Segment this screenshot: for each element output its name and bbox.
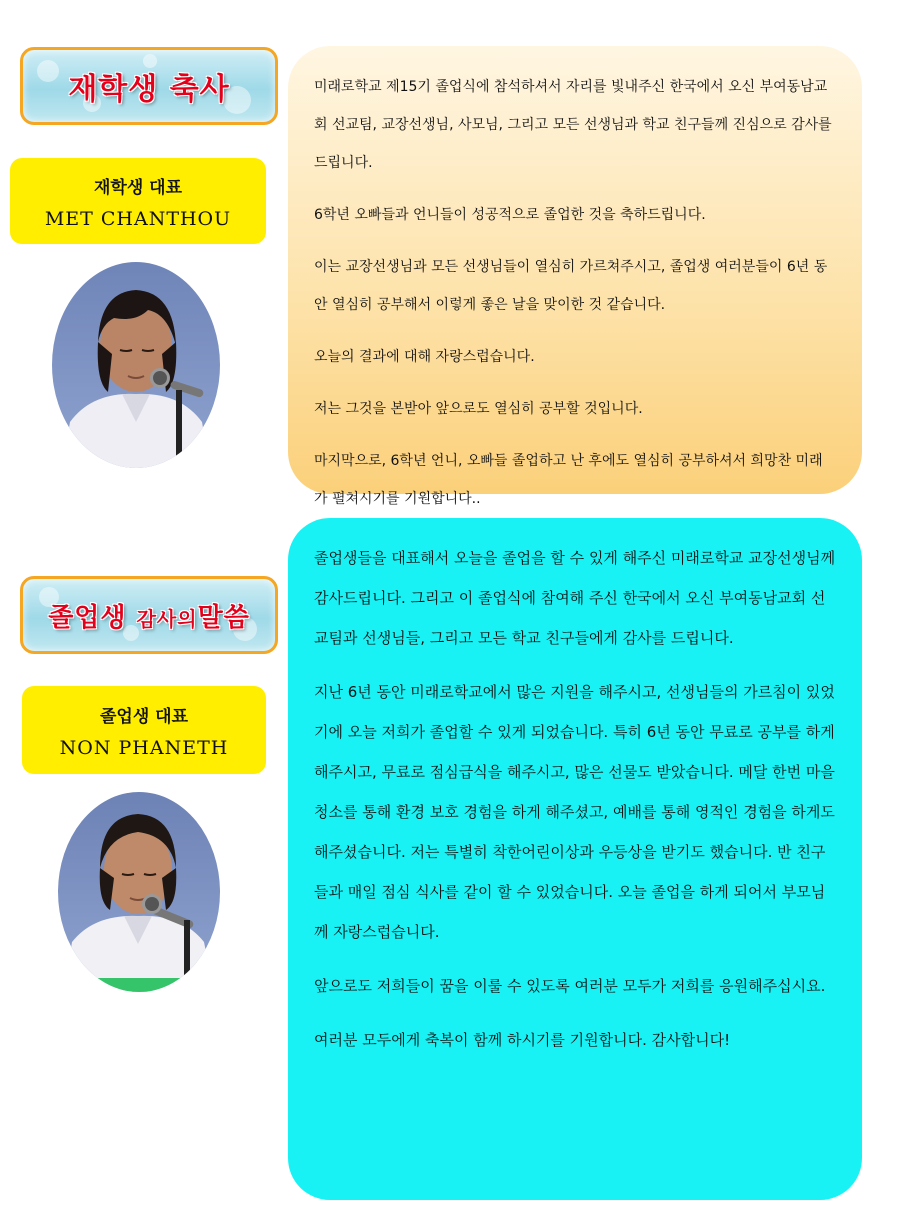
section1-title-banner [20, 47, 278, 125]
section1-representative-box [10, 158, 266, 244]
section2-representative-box [22, 686, 266, 774]
section1-paragraph: 이는 교장선생님과 모든 선생님들이 열심히 가르쳐주시고, 졸업생 여러분들이 6년 동안 열심히 공부해서 이렇게 좋은 날을 맞이한 것 같습니다. [314, 259, 828, 313]
section1-paragraph: 6학년 오빠들과 언니들이 성공적으로 졸업한 것을 축하드립니다. [314, 207, 706, 223]
section2-speech-panel [288, 518, 862, 1200]
section1-paragraph: 미래로학교 제15기 졸업식에 참석하셔서 자리를 빛내주신 한국에서 오신 부여동남교회 선교팀, 교장선생님, 사모님, 그리고 모든 선생님과 학교 친구들께 진심으로 감사를 드립니다. [314, 79, 832, 171]
section2-title [48, 597, 250, 634]
section1-rep-role: 재학생 대표 [93, 177, 183, 198]
student-portrait-image [58, 792, 220, 992]
section2-rep-name: NON PHANETH [59, 736, 229, 759]
section2-paragraph: 여러분 모두에게 축복이 함께 하시기를 기원합니다. 감사합니다! [314, 1031, 731, 1049]
section2-paragraph: 앞으로도 저희들이 꿈을 이룰 수 있도록 여러분 모두가 저희를 응원해주십시요. [314, 977, 826, 995]
section1-rep-name: MET CHANTHOU [44, 207, 232, 230]
section2-paragraph: 졸업생들을 대표해서 오늘을 졸업을 할 수 있게 해주신 미래로학교 교장선생님께 감사드립니다. 그리고 이 졸업식에 참여해 주신 한국에서 오신 부여동남교회 선교팀과 선생님들, 그리고 모든 학교 친구들에게 감사를 드립니다. [314, 549, 836, 647]
section2-title-main: 졸업생 [48, 602, 127, 633]
section1-student-photo [52, 262, 220, 468]
student-portrait-image [52, 262, 220, 468]
section2-paragraph: 지난 6년 동안 미래로학교에서 많은 지원을 해주시고, 선생님들의 가르침이 있었기에 오늘 저희가 졸업할 수 있게 되었습니다. 특히 6년 동안 무료로 공부를 하게 해주시고, 무료로 점심급식을 해주시고, 많은 선물도 받았습니다. 메달 한번 마을 청소를 통해 환경 보호 경험을 하게 해주셨고, 예배를 통해 영적인 경험을 하게도 해주셨습니다. 저는 특별히 착한어린이상과 우등상을 받기도 했습니다. 반 친구들과 매일 점심 식사를 같이 할 수 있었습니다. 오늘 졸업을 하게 되어서 부모님께 자랑스럽습니다. [314, 683, 835, 941]
section2-title-end: 말씀 [197, 602, 250, 633]
section2-title-small: 감사의 [136, 606, 198, 631]
section1-paragraph: 마지막으로, 6학년 언니, 오빠들 졸업하고 난 후에도 열심히 공부하셔서 희망찬 미래가 펼쳐시기를 기원합니다.. [314, 453, 823, 507]
section2-student-photo [58, 792, 220, 992]
section1-title: 재학생 축사 [68, 72, 230, 107]
section1-paragraph: 저는 그것을 본받아 앞으로도 열심히 공부할 것입니다. [314, 401, 643, 417]
section2-title-banner [20, 576, 278, 654]
section2-rep-role: 졸업생 대표 [99, 706, 189, 727]
section1-paragraph: 오늘의 결과에 대해 자랑스럽습니다. [314, 349, 535, 365]
section1-speech-panel [288, 46, 862, 507]
